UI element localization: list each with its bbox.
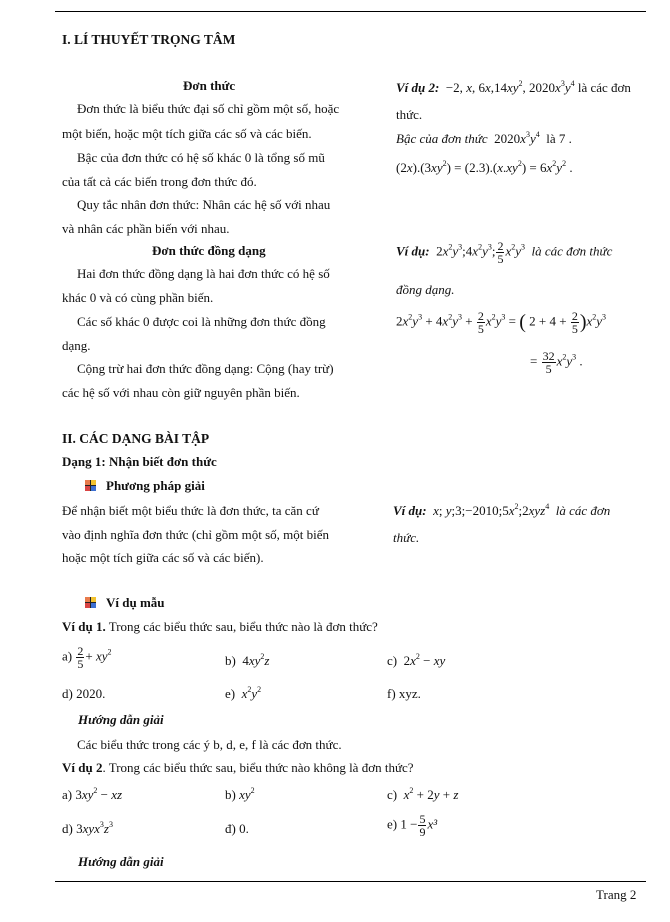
example-1-guide-heading: Hướng dẫn giải: [78, 712, 164, 727]
monomial-line-3: Bậc của đơn thức có hệ số khác 0 là tổng số mũ: [77, 150, 325, 165]
example-2-guide-heading: Hướng dẫn giải: [78, 854, 164, 869]
example-2-question: Ví dụ 2. Trong các biểu thức sau, biểu thức nào không là đơn thức?: [62, 760, 414, 775]
example-2-option-dd: đ) 0.: [225, 821, 249, 836]
fraction: $\frac{2}{5}$: [497, 239, 504, 266]
degree-tail: là 7 .: [546, 131, 572, 146]
method-example-tail: là các đơn: [555, 503, 611, 518]
similar-line-4: dạng.: [62, 338, 91, 353]
example-1-option-b: b) $4xy^2z$: [225, 652, 270, 668]
example-2-option-b: b) $xy^2$: [225, 786, 255, 802]
method-line-3: hoặc một tích giữa các số và các biến).: [62, 550, 264, 565]
monomial-example-tail2: thức.: [396, 107, 423, 122]
header-rule: [55, 11, 646, 12]
monomial-example-expr: −2, x, $6x,14xy^2$, $2020x^3y^4$: [442, 79, 575, 95]
example-1-option-c: c) $2x^2$ − xy: [387, 652, 446, 668]
monomial-line-4: của tất cả các biến trong đơn thức đó.: [62, 174, 257, 189]
example-1-option-d: d) 2020.: [62, 686, 106, 701]
similar-sum-line-1: $2x^2y^3 + 4x^2y^3$ + $\frac{2}{5}$ $x^2y^3$ = ( 2 + 4 + $\frac{2}{5}$ )$x^2y^3$: [396, 309, 607, 336]
monomial-example-tail: là các đơn: [577, 80, 631, 95]
method-example-label: Ví dụ:: [393, 503, 427, 518]
method-example: Ví dụ: x; $y;3;-2010;5x^2;2xyz^4$ là các đơn: [393, 502, 611, 518]
similar-line-5: Cộng trừ hai đơn thức đồng dạng: Cộng (hay trừ): [77, 361, 334, 376]
degree-text: Bậc của đơn thức: [396, 131, 488, 146]
similar-line-3: Các số khác 0 được coi là những đơn thức đồng: [77, 314, 326, 329]
example-1-answer: Các biểu thức trong các ý b, d, e, f là các đơn thức.: [77, 737, 342, 752]
footer-rule: [55, 881, 646, 882]
similar-example-label: Ví dụ:: [396, 243, 430, 259]
method-heading: Phương pháp giải: [85, 478, 205, 494]
similar-line-2: khác 0 và có cùng phần biến.: [62, 290, 214, 305]
example-2-option-e: e) 1 − $\frac{5}{9}$ x³: [387, 812, 438, 839]
similar-line-6: các hệ số với nhau còn giữ nguyên phần biến.: [62, 385, 300, 400]
bullet-icon: [85, 480, 96, 491]
monomial-line-1: Đơn thức là biểu thức đại số chỉ gồm một số, hoặc: [77, 101, 340, 116]
method-line-2: vào định nghĩa đơn thức (chỉ gồm một số, một biến: [62, 527, 330, 542]
example-1-option-f: f) xyz.: [387, 686, 421, 701]
similar-example: Ví dụ: $2x^2y^3;4x^2y^3$; $\frac{2}{5}$ $x^2y^3$ là các đơn thức: [396, 239, 613, 266]
product-example: $(2x).(3xy^2) = (2.3).(x.xy^2) = 6x^2y^2$ .: [396, 159, 573, 175]
bullet-icon: [85, 597, 96, 608]
example-2-option-a: a) $3xy^2$ − xz: [62, 786, 123, 802]
degree-expr: $2020x^3y^4$: [490, 130, 540, 146]
similar-example-tail2: đồng dạng.: [396, 282, 455, 297]
similar-sum-line-2: = $\frac{32}{5}$ $x^2y^3$ .: [530, 349, 583, 376]
monomial-line-5: Quy tắc nhân đơn thức: Nhân các hệ số với nhau: [77, 197, 331, 212]
similar-heading: Đơn thức đồng dạng: [152, 243, 266, 258]
example-1-option-e: e) $x^2y^2$: [225, 685, 262, 701]
monomial-line-6: và nhân các phần biến với nhau.: [62, 221, 230, 236]
example-1-question: Ví dụ 1. Trong các biểu thức sau, biểu thức nào là đơn thức?: [62, 619, 378, 634]
page-number: Trang 2: [596, 887, 637, 902]
example-2-option-d: d) $3xyx^3z^3$: [62, 820, 113, 836]
degree-example: [396, 131, 572, 147]
example-2-option-c: c) $x^2 + 2y + z$: [387, 786, 459, 802]
monomial-heading: Đơn thức: [183, 78, 236, 93]
section-1-title: I. LÍ THUYẾT TRỌNG TÂM: [62, 32, 236, 47]
method-line-1: Để nhận biết một biểu thức là đơn thức, ta căn cứ: [62, 503, 319, 518]
similar-example-tail: là các đơn thức: [531, 243, 613, 259]
similar-line-1: Hai đơn thức đồng dạng là hai đơn thức có hệ số: [77, 266, 330, 281]
example-1-option-a: a) $\frac{2}{5}$ + $xy^2$: [62, 644, 112, 671]
section-2-title: II. CÁC DẠNG BÀI TẬP: [62, 431, 210, 446]
method-example-tail2: thức.: [393, 530, 420, 545]
monomial-example: [396, 80, 631, 96]
type-1-heading: Dạng 1: Nhận biết đơn thức: [62, 454, 217, 469]
samples-heading: Ví dụ mẫu: [85, 595, 165, 611]
monomial-line-2: một biến, hoặc một tích giữa các số và các biến.: [62, 126, 312, 141]
monomial-example-label: Ví dụ 2:: [396, 80, 440, 95]
